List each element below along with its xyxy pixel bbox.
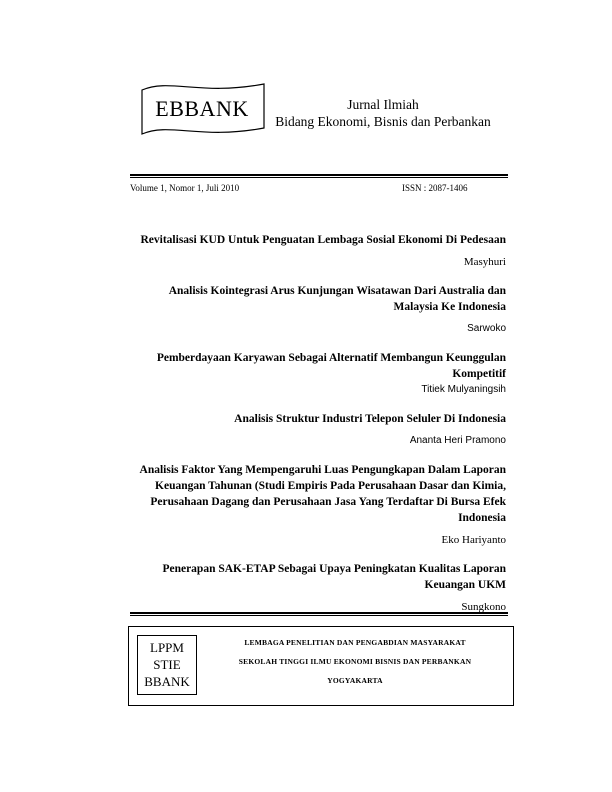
article-author: Eko Hariyanto bbox=[441, 534, 506, 546]
publisher-abbrev-box bbox=[137, 635, 197, 695]
article-2 bbox=[130, 283, 506, 337]
logo-text: EBBANK bbox=[155, 96, 249, 121]
article-title bbox=[130, 283, 506, 315]
journal-logo bbox=[140, 80, 268, 138]
article-title bbox=[130, 411, 506, 427]
title-line: Penerapan SAK-ETAP Sebagai Upaya Peningkatan Kualitas Laporan bbox=[162, 563, 506, 575]
article-4 bbox=[130, 411, 506, 449]
title-line: Malaysia Ke Indonesia bbox=[393, 301, 506, 313]
title-line: Analisis Struktur Industri Telepon Seluler Di Indonesia bbox=[234, 413, 506, 425]
article-author: Masyhuri bbox=[463, 256, 506, 268]
title-line: Pemberdayaan Karyawan Sebagai Alternatif Membangun Keunggulan bbox=[156, 352, 506, 364]
article-title bbox=[130, 232, 506, 248]
title-line: Indonesia bbox=[458, 512, 506, 524]
abbrev-line-3: BBANK bbox=[144, 674, 190, 689]
title-line: Analisis Faktor Yang Mempengaruhi Luas Pengungkapan Dalam Laporan bbox=[139, 464, 506, 476]
institution-name bbox=[205, 633, 505, 690]
institution-line-1: LEMBAGA PENELITIAN DAN PENGABDIAN MASYARAKAT bbox=[244, 638, 466, 647]
journal-line-1: Jurnal Ilmiah bbox=[347, 97, 419, 112]
article-title bbox=[130, 561, 506, 593]
footer-rule bbox=[130, 612, 508, 616]
article-author: Sungkono bbox=[461, 601, 506, 613]
journal-line-2: Bidang Ekonomi, Bisnis dan Perbankan bbox=[275, 114, 491, 129]
volume-info: Volume 1, Nomor 1, Juli 2010 bbox=[130, 183, 240, 193]
article-author: Ananta Heri Pramono bbox=[409, 435, 506, 446]
article-5 bbox=[130, 462, 506, 548]
article-author: Titiek Mulyaningsih bbox=[421, 384, 506, 395]
title-line: Revitalisasi KUD Untuk Penguatan Lembaga Sosial Ekonomi Di Pedesaan bbox=[140, 234, 506, 246]
title-line: Perusahaan Dagang dan Perusahaan Jasa Yang Terdaftar Di Bursa Efek bbox=[150, 496, 506, 508]
table-of-contents bbox=[130, 232, 506, 628]
institution-line-2: SEKOLAH TINGGI ILMU EKONOMI BISNIS DAN PERBANKAN bbox=[238, 657, 472, 666]
title-line: Keuangan UKM bbox=[424, 579, 506, 591]
abbrev-line-2: STIE bbox=[153, 657, 181, 672]
article-3 bbox=[130, 350, 506, 398]
article-title bbox=[130, 462, 506, 526]
title-line: Analisis Kointegrasi Arus Kunjungan Wisatawan Dari Australia dan bbox=[168, 285, 506, 297]
abbrev-line-1: LPPM bbox=[150, 640, 184, 655]
header-rule bbox=[130, 174, 508, 178]
article-author: Sarwoko bbox=[467, 323, 506, 334]
institution-line-3: YOGYAKARTA bbox=[327, 676, 383, 685]
article-1 bbox=[130, 232, 506, 270]
publisher-box bbox=[128, 626, 514, 706]
title-line: Kompetitif bbox=[452, 368, 506, 380]
issn: ISSN : 2087-1406 bbox=[402, 183, 468, 193]
journal-name bbox=[268, 96, 498, 130]
title-line: Keuangan Tahunan (Studi Empiris Pada Perusahaan Dasar dan Kimia, bbox=[155, 480, 506, 492]
article-6 bbox=[130, 561, 506, 615]
article-title bbox=[130, 350, 506, 382]
